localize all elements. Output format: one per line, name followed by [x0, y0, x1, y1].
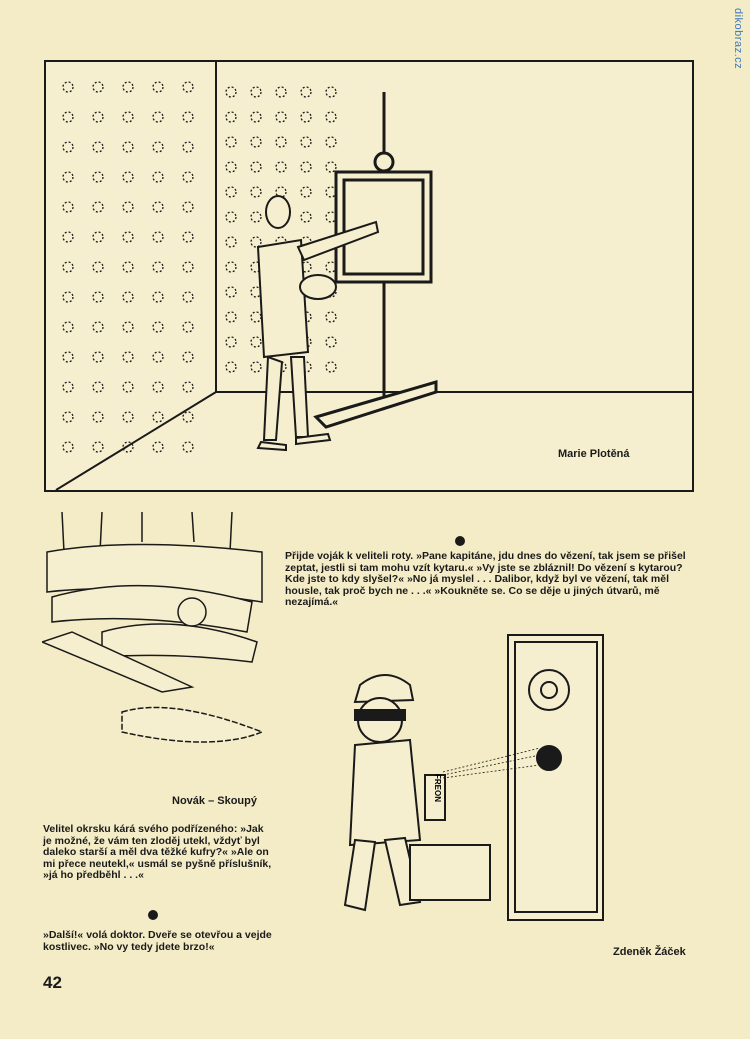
wallpaper-dot: [153, 112, 163, 122]
wallpaper-dot: [153, 442, 163, 452]
wallpaper-dot: [183, 262, 193, 272]
separator-bullet: [148, 910, 158, 920]
wallpaper-dot: [63, 232, 73, 242]
wallpaper-dot: [183, 112, 193, 122]
wallpaper-dot: [251, 162, 261, 172]
wallpaper-dot: [63, 142, 73, 152]
painter-illustration: [46, 62, 692, 490]
wallpaper-dot: [226, 87, 236, 97]
page-number: 42: [43, 973, 62, 992]
wallpaper-dot: [251, 187, 261, 197]
wallpaper-dot: [93, 412, 103, 422]
wallpaper-dot: [93, 82, 103, 92]
wallpaper-dot: [301, 187, 311, 197]
wallpaper-dot: [183, 322, 193, 332]
wallpaper-dot: [183, 442, 193, 452]
thief-illustration: [325, 630, 625, 930]
wallpaper-dot: [153, 232, 163, 242]
boats-illustration: [42, 512, 264, 774]
cartoon3-author: Zdeněk Žáček: [613, 946, 686, 958]
wallpaper-dot: [183, 202, 193, 212]
wallpaper-dot: [93, 142, 103, 152]
wallpaper-dot: [226, 312, 236, 322]
wallpaper-dot: [251, 237, 261, 247]
wallpaper-dot: [153, 292, 163, 302]
cartoon-painter-frame: [44, 60, 694, 492]
wallpaper-dot: [326, 337, 336, 347]
wallpaper-dot: [63, 202, 73, 212]
wallpaper-dot: [226, 137, 236, 147]
wallpaper-dot: [123, 382, 133, 392]
wallpaper-dot: [226, 112, 236, 122]
wallpaper-dot: [226, 237, 236, 247]
wallpaper-dot: [123, 262, 133, 272]
cartoon-boats: [42, 512, 264, 774]
wallpaper-dot: [251, 362, 261, 372]
wallpaper-dot: [301, 87, 311, 97]
wallpaper-dot: [251, 112, 261, 122]
wallpaper-dot: [63, 412, 73, 422]
freon-can-label: FREON: [433, 774, 442, 802]
wallpaper-dot: [153, 382, 163, 392]
wallpaper-dot: [326, 312, 336, 322]
wallpaper-dot: [63, 352, 73, 362]
wallpaper-dot: [93, 352, 103, 362]
wallpaper-dot: [123, 142, 133, 152]
wallpaper-dot: [276, 137, 286, 147]
wallpaper-dot: [183, 172, 193, 182]
wallpaper-dot: [301, 162, 311, 172]
wallpaper-dot: [153, 172, 163, 182]
wallpaper-dot: [183, 82, 193, 92]
cartoon1-author: Marie Plotěná: [558, 448, 630, 460]
wallpaper-dot: [93, 382, 103, 392]
wallpaper-dot: [123, 322, 133, 332]
wallpaper-dot: [153, 142, 163, 152]
wallpaper-dot: [326, 362, 336, 372]
wallpaper-dot: [153, 322, 163, 332]
wallpaper-dot: [153, 202, 163, 212]
wallpaper-dot: [123, 202, 133, 212]
wallpaper-dot: [276, 112, 286, 122]
wallpaper-dot: [226, 287, 236, 297]
joke-soldier: Přijde voják k veliteli roty. »Pane kapitáne, jdu dnes do vězení, tak jsem se přišel zeptat, jestli si tam mohu vzít kytaru.« »Vy jste se zbláznil! Do vězení s kytarou? Kde jste to kdy slyšel?« »No já myslel . . . Dalibor, když byl ve vězení, tak měl housle, tak proč bych ne . . .« »Koukněte se. Co se děje u jiných útvarů, mě nezajímá.«: [285, 550, 686, 608]
wallpaper-dot: [153, 262, 163, 272]
joke-doctor: »Další!« volá doktor. Dveře se otevřou a vejde kostlivec. »No vy tedy jdete brzo!«: [43, 929, 272, 953]
wallpaper-dot: [123, 352, 133, 362]
wallpaper-dot: [326, 112, 336, 122]
wallpaper-dot: [301, 112, 311, 122]
wallpaper-dot: [63, 442, 73, 452]
wallpaper-dot: [326, 87, 336, 97]
wallpaper-dot: [63, 112, 73, 122]
wallpaper-dot: [326, 137, 336, 147]
wallpaper-dot: [93, 232, 103, 242]
wallpaper-dot: [226, 187, 236, 197]
wallpaper-dot: [251, 137, 261, 147]
wallpaper-dot: [301, 137, 311, 147]
wallpaper-dot: [123, 292, 133, 302]
wallpaper-dot: [183, 382, 193, 392]
wallpaper-dot: [183, 412, 193, 422]
wallpaper-dot: [153, 82, 163, 92]
wallpaper-dot: [226, 362, 236, 372]
wallpaper-dot: [183, 292, 193, 302]
watermark: dikobraz.cz: [732, 8, 744, 70]
wallpaper-dot: [251, 87, 261, 97]
wallpaper-dot: [276, 162, 286, 172]
wallpaper-dot: [183, 142, 193, 152]
wallpaper-dot: [301, 212, 311, 222]
wallpaper-dot: [63, 172, 73, 182]
wallpaper-dot: [276, 87, 286, 97]
wallpaper-dot: [183, 232, 193, 242]
wallpaper-dot: [123, 82, 133, 92]
wallpaper-dot: [226, 337, 236, 347]
wallpaper-dot: [93, 322, 103, 332]
wallpaper-dot: [93, 112, 103, 122]
wallpaper-dot: [123, 172, 133, 182]
wallpaper-dot: [226, 262, 236, 272]
separator-bullet: [455, 536, 465, 546]
cartoon2-author: Novák – Skoupý: [172, 795, 257, 807]
wallpaper-dot: [153, 352, 163, 362]
wallpaper-dot: [93, 172, 103, 182]
wallpaper-dot: [183, 352, 193, 362]
wallpaper-dot: [63, 82, 73, 92]
wallpaper-dot: [93, 292, 103, 302]
wallpaper-dot: [251, 212, 261, 222]
wallpaper-dot: [63, 262, 73, 272]
wallpaper-dot: [123, 112, 133, 122]
cartoon-safe-thief: [325, 630, 625, 930]
wallpaper-dot: [63, 382, 73, 392]
wallpaper-dot: [123, 412, 133, 422]
wallpaper-dot: [93, 202, 103, 212]
wallpaper-dot: [63, 292, 73, 302]
wallpaper-dot: [226, 212, 236, 222]
wallpaper-dot: [63, 322, 73, 332]
wallpaper-dot: [93, 442, 103, 452]
wallpaper-dot: [123, 232, 133, 242]
wallpaper-dot: [226, 162, 236, 172]
wallpaper-dot: [93, 262, 103, 272]
wallpaper-dot: [251, 312, 261, 322]
wallpaper-dot: [251, 337, 261, 347]
wallpaper-dot: [153, 412, 163, 422]
joke-thief: Velitel okrsku kárá svého podřízeného: »Jak je možné, že vám ten zloděj utekl, vždyť byl daleko starší a měl dva těžké kufry?« »Ale on mi přece neutekl,« usmál se pyšně příslušník, »já ho předběhl . . .«: [43, 823, 272, 881]
